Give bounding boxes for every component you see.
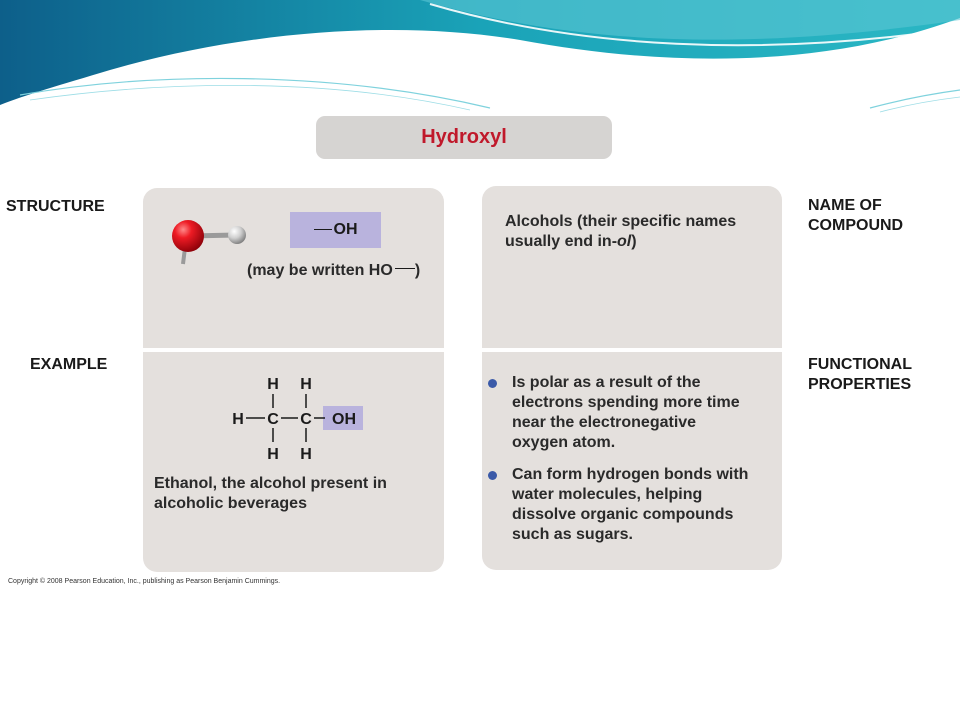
bond-dash xyxy=(395,268,415,269)
atom-h: H xyxy=(267,446,279,463)
label-structure: STRUCTURE xyxy=(6,198,105,215)
label-functional-properties: FUNCTIONAL PROPERTIES xyxy=(808,356,912,393)
oh-formula-text: OH xyxy=(333,221,358,238)
label-example: EXAMPLE xyxy=(30,356,108,373)
atom-h: H xyxy=(300,446,312,463)
copyright-notice: Copyright © 2008 Pearson Education, Inc., publishing as Pearson Benjamin Cummings. xyxy=(8,578,281,585)
bullet-icon xyxy=(488,471,497,480)
title-box xyxy=(316,116,612,159)
name-panel xyxy=(482,186,782,348)
atom-oh: OH xyxy=(332,411,356,428)
hydrogen-atom xyxy=(228,226,246,244)
atom-h: H xyxy=(232,411,244,428)
atom-c: C xyxy=(300,411,312,428)
oh-formula-box xyxy=(290,212,381,248)
compound-name-text: Alcohols (their specific names usually end in-ol) xyxy=(505,213,737,250)
ethanol-caption: Ethanol, the alcohol present in alcoholic beverages xyxy=(154,475,387,512)
atom-h: H xyxy=(300,376,312,393)
hydroxyl-ball-stick-model xyxy=(166,212,256,268)
page-title: Hydroxyl xyxy=(421,126,507,148)
bond-dash xyxy=(314,229,332,230)
alternate-notation: (may be written HO ) xyxy=(247,262,421,279)
property-item: Can form hydrogen bonds with water molecules, helping dissolve organic compounds such as sugars. xyxy=(512,466,749,543)
bullet-icon xyxy=(488,379,497,388)
property-item: Is polar as a result of the electrons spending more time near the electronegative oxygen atom. xyxy=(512,374,740,451)
ethanol-structural-formula xyxy=(228,372,368,464)
header-banner-wave xyxy=(0,0,960,120)
atom-h: H xyxy=(267,376,279,393)
oxygen-atom xyxy=(172,220,204,252)
label-name-of-compound: NAME OF COMPOUND xyxy=(808,197,904,234)
atom-c: C xyxy=(267,411,279,428)
